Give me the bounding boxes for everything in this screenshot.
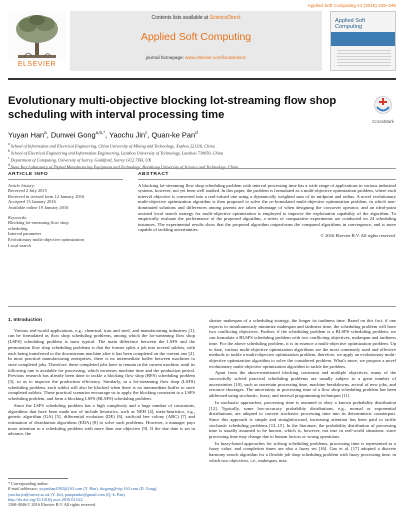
email-label: E-mail addresses: bbox=[8, 486, 39, 492]
affiliation: $^a$ School of Information and Electrical Engineering, China University of Mining and Technology, Xuzhou 221116, China bbox=[8, 142, 215, 149]
article-info bbox=[8, 172, 123, 248]
doi-link[interactable]: http://dx.doi.org/10.1016/j.asoc.2016.01.022 bbox=[8, 496, 83, 502]
publisher-wordmark: ELSEVIER bbox=[17, 61, 57, 68]
elsevier-tree-logo bbox=[8, 11, 66, 69]
article-info-heading: ARTICLE INFO bbox=[8, 172, 49, 177]
abstract bbox=[138, 172, 396, 238]
author-list: Yuyan Han$^a$, Dunwei Gong$^{a,b,*}$, Yaochu Jin$^c$, Quan-ke Pan$^d$ bbox=[8, 130, 198, 140]
history-item: Received 2 July 2015 bbox=[8, 188, 47, 194]
body-paragraph: Since the LSFS scheduling problem has a high complexity and a large number of constraints, algorithms that have been made use of include heuristics, such as NEH [4], meta-heuristics, e.g., genetic algorithm (GA) [5], differential evolution (DE) [6], artificial bee colony (ABC) [7] and estimation of distribution algorithms (EDA) [8] to solve such problems. However, a manager pays more attention to a scheduling problem with more than one objective [9]. If the due date is set in advance, the bbox=[8, 402, 195, 437]
author-marks: d bbox=[195, 130, 198, 135]
journal-homepage-link[interactable]: www.elsevier.com/locate/asoc bbox=[185, 55, 247, 60]
section-heading-introduction: 1. Introduction bbox=[8, 318, 42, 323]
keyword[interactable]: Blocking lot-streaming flow shop bbox=[8, 220, 69, 226]
email-addresses[interactable]: yuyanhan1002@163.com (Y. Han), dwgong@vip.163.com (D. Gong), yaochu.jin@surrey.ac.uk (Y. Jin), panquanke@gmail.com (Q.-k. Pan). bbox=[8, 486, 158, 497]
cover-stripe bbox=[331, 32, 395, 46]
header-divider bbox=[8, 78, 396, 80]
abstract-text: A blocking lot-streaming flow shop scheduling problem with interval processing time has a wide range of applications in various industrial systems, however, not yet been well studied. In this paper, the problem is formulated as a multi-objective optimization problem, where each interval objective is converted into a real-valued one using a dynamically weighted sum of its midpoint and radius. A novel evolutionary multi-objective optimization algorithm is then proposed to solve the re-formulated multi-objective optimization problem, in which non-dominated solutions and differences among parents are taken advantage of when designing the crossover operator, and an ideal-point assisted local search strategy for multi-objective optimization is employed to improve the exploitation capability of the algorithm. To empirically evaluate the performance of the proposed algorithm, a series of comparative experiments are conducted on 24 scheduling instances. The experimental results show that the proposed algorithm outperforms the compared algorithms in convergence, and is more capable of tackling uncertainties. bbox=[138, 182, 396, 233]
article-history bbox=[8, 183, 123, 211]
author-marks: a,b,* bbox=[95, 130, 106, 135]
info-divider bbox=[8, 179, 123, 180]
body-paragraph: In stochastic approaches, processing time is assumed to obey a known probability distribution [12]. Typically, some low-accuracy probability distributions, e.g., normal or exponential distributions, are adopted to convert stochastic processing time into its deterministic counterpart. Since this approach is simple and straightforward, increasing attention has been paid to tackle stochastic scheduling problems [13–15]. In the literature, the probability distribution of processing time is usually assumed to be known, which is, however, not true in real-world situations, since processing time may change due to human factors or wrong operations. bbox=[209, 399, 396, 440]
contents-prefix: Contents lists available at bbox=[151, 15, 210, 21]
body-column-left bbox=[8, 318, 195, 438]
history-label: Article history: bbox=[8, 182, 36, 188]
body-paragraph: Apart from the above-mentioned blocking constraint and multiple objectives, many of the successfully solved practical scheduling problems are usually subject to a great number of uncertainties [10], such as uncertain processing time, machine breakdowns, arrival of new jobs, and resource shortages. The uncertainty in processing time of a flow shop scheduling problem has been addressed using stochastic, fuzzy, and interval programming techniques [11]. bbox=[209, 370, 396, 399]
journal-citation: Applied Soft Computing 41 (2016) 225–245 bbox=[307, 3, 396, 8]
issn-line: 1568-4946/© 2016 Elsevier B.V. All rights reserved. bbox=[8, 502, 97, 508]
affiliation-list bbox=[8, 142, 396, 170]
crossmark-label: CrossMark bbox=[372, 119, 394, 124]
body-paragraph: shorter makespan of a scheduling strategy, the longer its tardiness time. Based on this fact, if one expects to simultaneously minimize makespan and tardiness time, the scheduling problem will have two conflicting objectives. Further, if the scheduling problem is a BLSFS scheduling problem, we can formulate a BLSFS scheduling problem with two conflicting objectives, makespan and tardiness time. For the above scheduling problem, it is in essence a multi-objective optimization problem. Up to date, various multi-objective optimization algorithms are the most commonly used and effective methods to tackle a multi-objective optimization problem, therefore, we apply an evolutionary multi-objective optimization algorithm to solve the considered problem. What's more, we propose a novel evolutionary multi-objective optimization algorithm to tackle the problem. bbox=[209, 318, 396, 369]
keyword[interactable]: Interval parameter bbox=[8, 231, 42, 237]
history-item: Accepted 13 January 2016 bbox=[8, 199, 56, 205]
keyword[interactable]: Evolutionary multi-objective optimization bbox=[8, 236, 84, 242]
body-paragraph: Various real-world applications, e.g., chemical, iron and steel, and manufacturing industries [1], can be formulated as flow shop scheduling problems, among which the lot-streaming flow shop (LSFS) scheduling problem is most typical. The main difference between the LSFS and the permutation flow shop scheduling problems is that the former splits a job into several sublots, with each being transferred to the downstream machine after it has been completed on the current one [2]. In most practical manufacturing enterprises, there is no intermediate buffer between machines to store completed jobs. Therefore, these completed jobs have to remain in the current machine, until its following one is available for processing, which increases machine time and the production period. Previous research has already been done to tackle a blocking flow shop (BFS) scheduling problem [3], so as to improve the production efficiency. Similarly, in a lot-streaming flow shop (LSFS) scheduling problem, each sublot will also be blocked when there is no intermediate buffer to store completed sublots. These practical scenarios encourage us to apply the blocking constraint to a LSFS scheduling problem, and form a blocking LSFS (BLSFS) scheduling problem. bbox=[8, 327, 195, 402]
keyword[interactable]: scheduling bbox=[8, 225, 28, 231]
journal-header bbox=[8, 11, 396, 71]
author[interactable]: Yaochu Jin bbox=[109, 130, 146, 140]
author-marks: c bbox=[145, 130, 148, 135]
keywords-label: Keywords: bbox=[8, 214, 28, 220]
footnotes bbox=[8, 481, 195, 507]
abstract-bottom-divider bbox=[8, 306, 396, 307]
crossmark-badge[interactable] bbox=[372, 96, 394, 122]
abstract-divider bbox=[138, 179, 396, 180]
author[interactable]: Quan-ke Pan bbox=[151, 130, 196, 140]
author-marks: a bbox=[44, 130, 47, 135]
affiliation: $^d$ State Key Laboratory of Digital Manufacturing Equipment and Technology, Huazhong University of Science and Technology, China bbox=[8, 163, 239, 170]
journal-banner bbox=[70, 11, 322, 71]
email-footnote bbox=[8, 486, 195, 497]
author[interactable]: Dunwei Gong bbox=[50, 130, 96, 140]
body-paragraph: In fuzzy-based approaches for solving scheduling problems, processing time is represented as a fuzzy value, and completion times are also a fuzzy set [16]. Gao et al. [17] adopted a discrete harmony search algorithm for a flexible job shop scheduling problem with fuzzy processing time, in which two objectives, i.e., makespan, max bbox=[209, 440, 396, 463]
author[interactable]: Yuyan Han bbox=[8, 130, 45, 140]
crossmark-icon bbox=[374, 96, 392, 114]
footnote-divider bbox=[8, 478, 68, 479]
corresponding-author-note: * Corresponding author. bbox=[8, 481, 49, 486]
abstract-heading: ABSTRACT bbox=[138, 172, 169, 177]
contents-line bbox=[70, 15, 322, 21]
article-title: Evolutionary multi-objective blocking lot-streaming flow shop scheduling with interval processing time bbox=[8, 95, 337, 121]
homepage-prefix: journal homepage: bbox=[145, 55, 186, 60]
affiliation: $^b$ School of Electrical Engineering and Information Engineering, Lanzhou University of Technology, Lanzhou 730050, China bbox=[8, 149, 224, 156]
elsevier-tree-icon bbox=[8, 11, 66, 61]
cover-text-lines bbox=[337, 50, 391, 66]
history-item: Available online 19 January 2016 bbox=[8, 204, 69, 210]
affiliation: $^c$ Department of Computing, University of Surrey, Guildford, Surrey GU2 7XH, UK bbox=[8, 156, 152, 163]
info-top-divider bbox=[8, 168, 396, 169]
keywords bbox=[8, 215, 123, 249]
history-item: Received in revised form 12 January 2016 bbox=[8, 193, 85, 199]
sciencedirect-link[interactable]: ScienceDirect bbox=[209, 15, 241, 21]
journal-cover-thumbnail[interactable] bbox=[330, 11, 396, 71]
copyright-line: © 2016 Elsevier B.V. All rights reserved. bbox=[320, 232, 396, 238]
journal-title[interactable]: Applied Soft Computing bbox=[140, 31, 252, 43]
homepage-line bbox=[70, 55, 322, 60]
body-column-right bbox=[209, 318, 396, 465]
keyword[interactable]: Local search bbox=[8, 242, 31, 248]
cover-title: Applied Soft Computing bbox=[335, 18, 366, 30]
